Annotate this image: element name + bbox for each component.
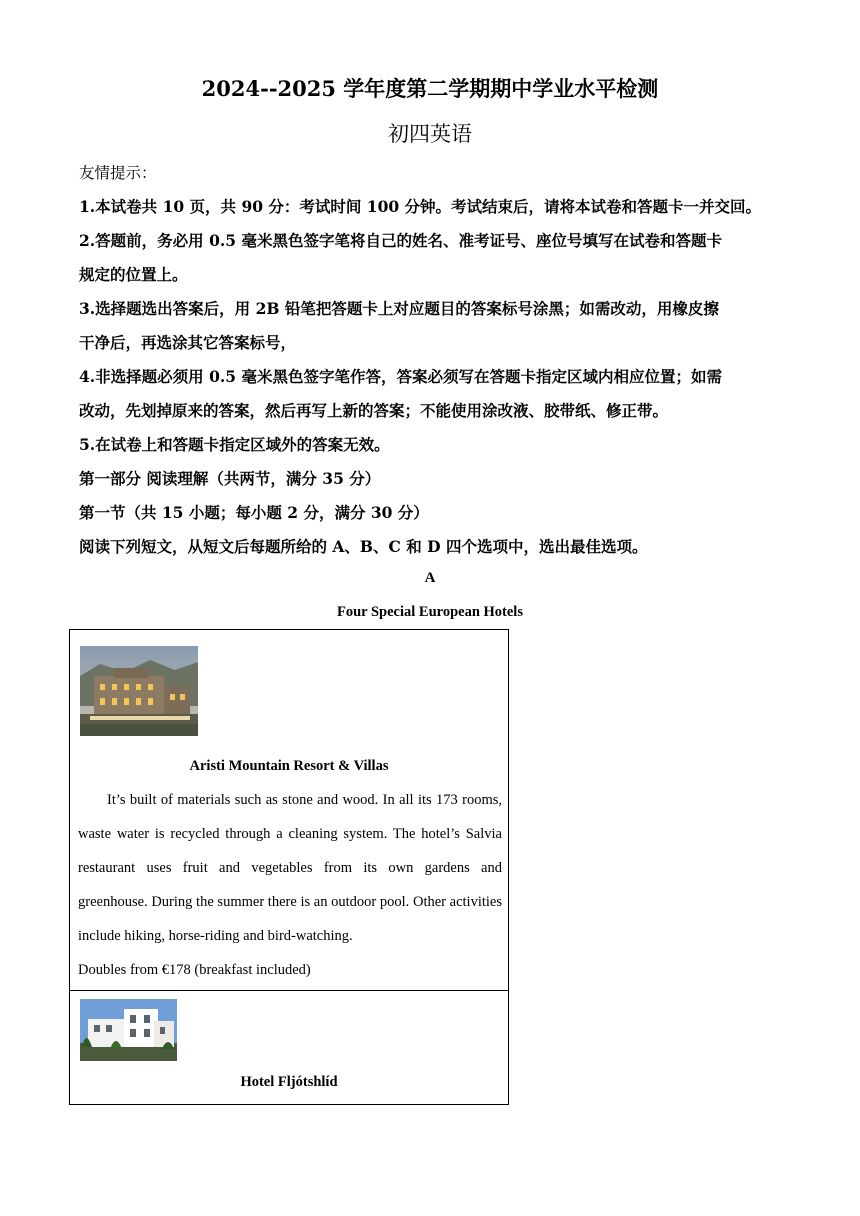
hotel-name-fljotshlid: Hotel Fljótshlíd — [240, 1074, 338, 1090]
hotel-name-aristi: Aristi Mountain Resort & Villas — [189, 758, 389, 774]
hotel-description-aristi — [78, 783, 502, 953]
notice-line-2: 2.答题前，务必用 0.5 毫米黑色签字笔将自己的姓名、准考证号、座位号填写在试卷和答题卡 — [79, 231, 722, 250]
notice-line-3-cont: 干净后，再选涂其它答案标号， — [79, 333, 297, 352]
hotel-table — [69, 629, 509, 1105]
hotel-photo-aristi — [80, 646, 198, 736]
exam-subject: 初四英语 — [388, 122, 472, 146]
passage-label: A — [424, 570, 436, 586]
subsection-heading: 第一节（共 15 小题；每小题 2 分，满分 30 分） — [79, 503, 429, 522]
notice-line-2-cont: 规定的位置上。 — [79, 265, 188, 284]
row-divider — [70, 990, 508, 991]
notice-line-5: 5.在试卷上和答题卡指定区域外的答案无效。 — [79, 435, 390, 454]
passage-title: Four Special European Hotels — [337, 604, 523, 620]
notice-line-4: 4.非选择题必须用 0.5 毫米黑色签字笔作答，答案必须写在答题卡指定区域内相应位置；如需 — [79, 367, 722, 386]
hotel-photo-fljotshlid — [80, 999, 177, 1061]
hotel-description-text: It’s built of materials such as stone and wood. In all its 173 rooms, waste water is recycled through a cleaning system. The hotel’s Salvia restaurant uses fruit and vegetables from its own gardens and greenhouse. During the summer there is an outdoor pool. Other activities include hiking, horse-riding and bird-watching. — [78, 792, 502, 944]
notice-line-4-cont: 改动，先划掉原来的答案，然后再写上新的答案；不能使用涂改液、胶带纸、修正带。 — [79, 401, 669, 420]
notice-heading: 友情提示： — [79, 164, 157, 182]
instruction: 阅读下列短文，从短文后每题所给的 A、B、C 和 D 四个选项中，选出最佳选项。 — [79, 537, 648, 556]
exam-title: 2024--2025 学年度第二学期期中学业水平检测 — [201, 76, 659, 101]
notice-line-1: 1.本试卷共 10 页，共 90 分：考试时间 100 分钟。考试结束后，请将本试卷和答题卡一并交回。 — [79, 197, 762, 216]
notice-line-3: 3.选择题选出答案后，用 2B 铅笔把答题卡上对应题目的答案标号涂黑；如需改动，用橡皮擦 — [79, 299, 719, 318]
part-heading: 第一部分 阅读理解（共两节，满分 35 分） — [79, 469, 381, 488]
hotel-price-aristi: Doubles from €178 (breakfast included) — [78, 962, 311, 978]
